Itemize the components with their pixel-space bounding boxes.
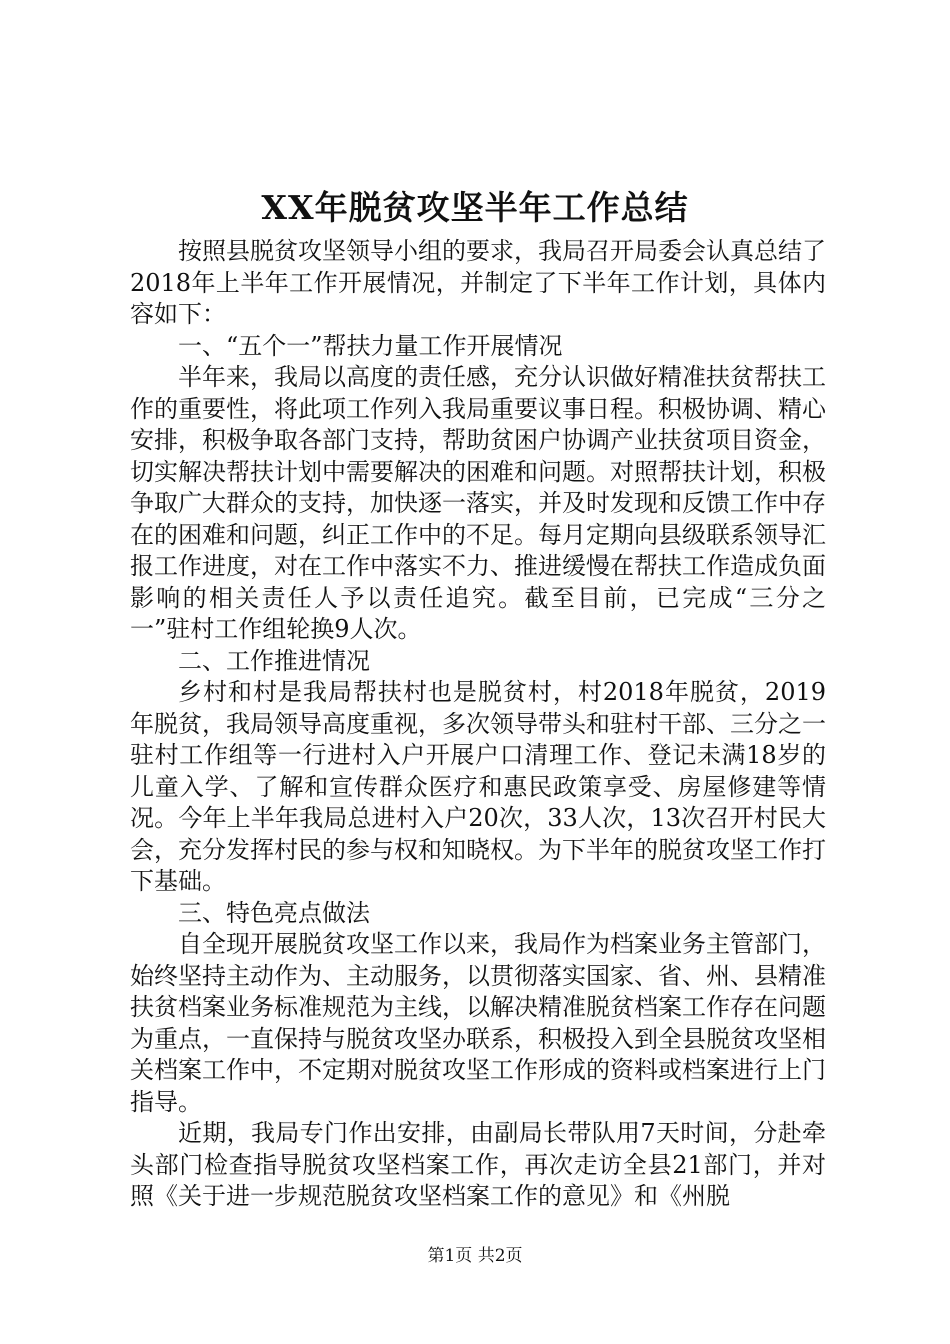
paragraph-intro: 按照县脱贫攻坚领导小组的要求，我局召开局委会认真总结了2018年上半年工作开展情况，并制定了下半年工作计划，具体内容如下：: [130, 237, 826, 328]
paragraph-section-2: 乡村和村是我局帮扶村也是脱贫村，村2018年脱贫，2019年脱贫，我局领导高度重视，多次领导带头和驻村干部、三分之一驻村工作组等一行进村入户开展户口清理工作、登记未满18岁的儿童入学、了解和宣传群众医疗和惠民政策享受、房屋修建等情况。今年上半年我局总进村入户20次，33人次，13次召开村民大会，充分发挥村民的参与权和知晓权。为下半年的脱贫攻坚工作打下基础。: [130, 678, 826, 895]
section-heading-2: 二、工作推进情况: [178, 646, 370, 675]
page-title: XX年脱贫攻坚半年工作总结: [261, 188, 689, 227]
paragraph-section-3b: 近期，我局专门作出安排，由副局长带队用7天时间，分赴牵头部门检查指导脱贫攻坚档案工作，再次走访全县21部门，并对照《关于进一步规范脱贫攻坚档案工作的意见》和《州脱: [130, 1119, 826, 1210]
paragraph-section-3a: 自全现开展脱贫攻坚工作以来，我局作为档案业务主管部门，始终坚持主动作为、主动服务，以贯彻落实国家、省、州、县精准扶贫档案业务标准规范为主线，以解决精准脱贫档案工作存在问题为重点，一直保持与脱贫攻坚办联系，积极投入到全县脱贫攻坚相关档案工作中，不定期对脱贫攻坚工作形成的资料或档案进行上门指导。: [130, 930, 826, 1116]
document-body: [130, 236, 826, 1213]
page-number-footer: 第1页 共2页: [427, 1246, 523, 1266]
section-heading-3: 三、特色亮点做法: [178, 898, 370, 927]
section-heading-1: 一、“五个一”帮扶力量工作开展情况: [178, 331, 563, 360]
paragraph-section-1: 半年来，我局以高度的责任感，充分认识做好精准扶贫帮扶工作的重要性，将此项工作列入我局重要议事日程。积极协调、精心安排，积极争取各部门支持，帮助贫困户协调产业扶贫项目资金，切实解决帮扶计划中需要解决的困难和问题。对照帮扶计划，积极争取广大群众的支持，加快逐一落实，并及时发现和反馈工作中存在的困难和问题，纠正工作中的不足。每月定期向县级联系领导汇报工作进度，对在工作中落实不力、推进缓慢在帮扶工作造成负面影响的相关责任人予以责任追究。截至目前，已完成“三分之一”驻村工作组轮换9人次。: [130, 363, 826, 643]
